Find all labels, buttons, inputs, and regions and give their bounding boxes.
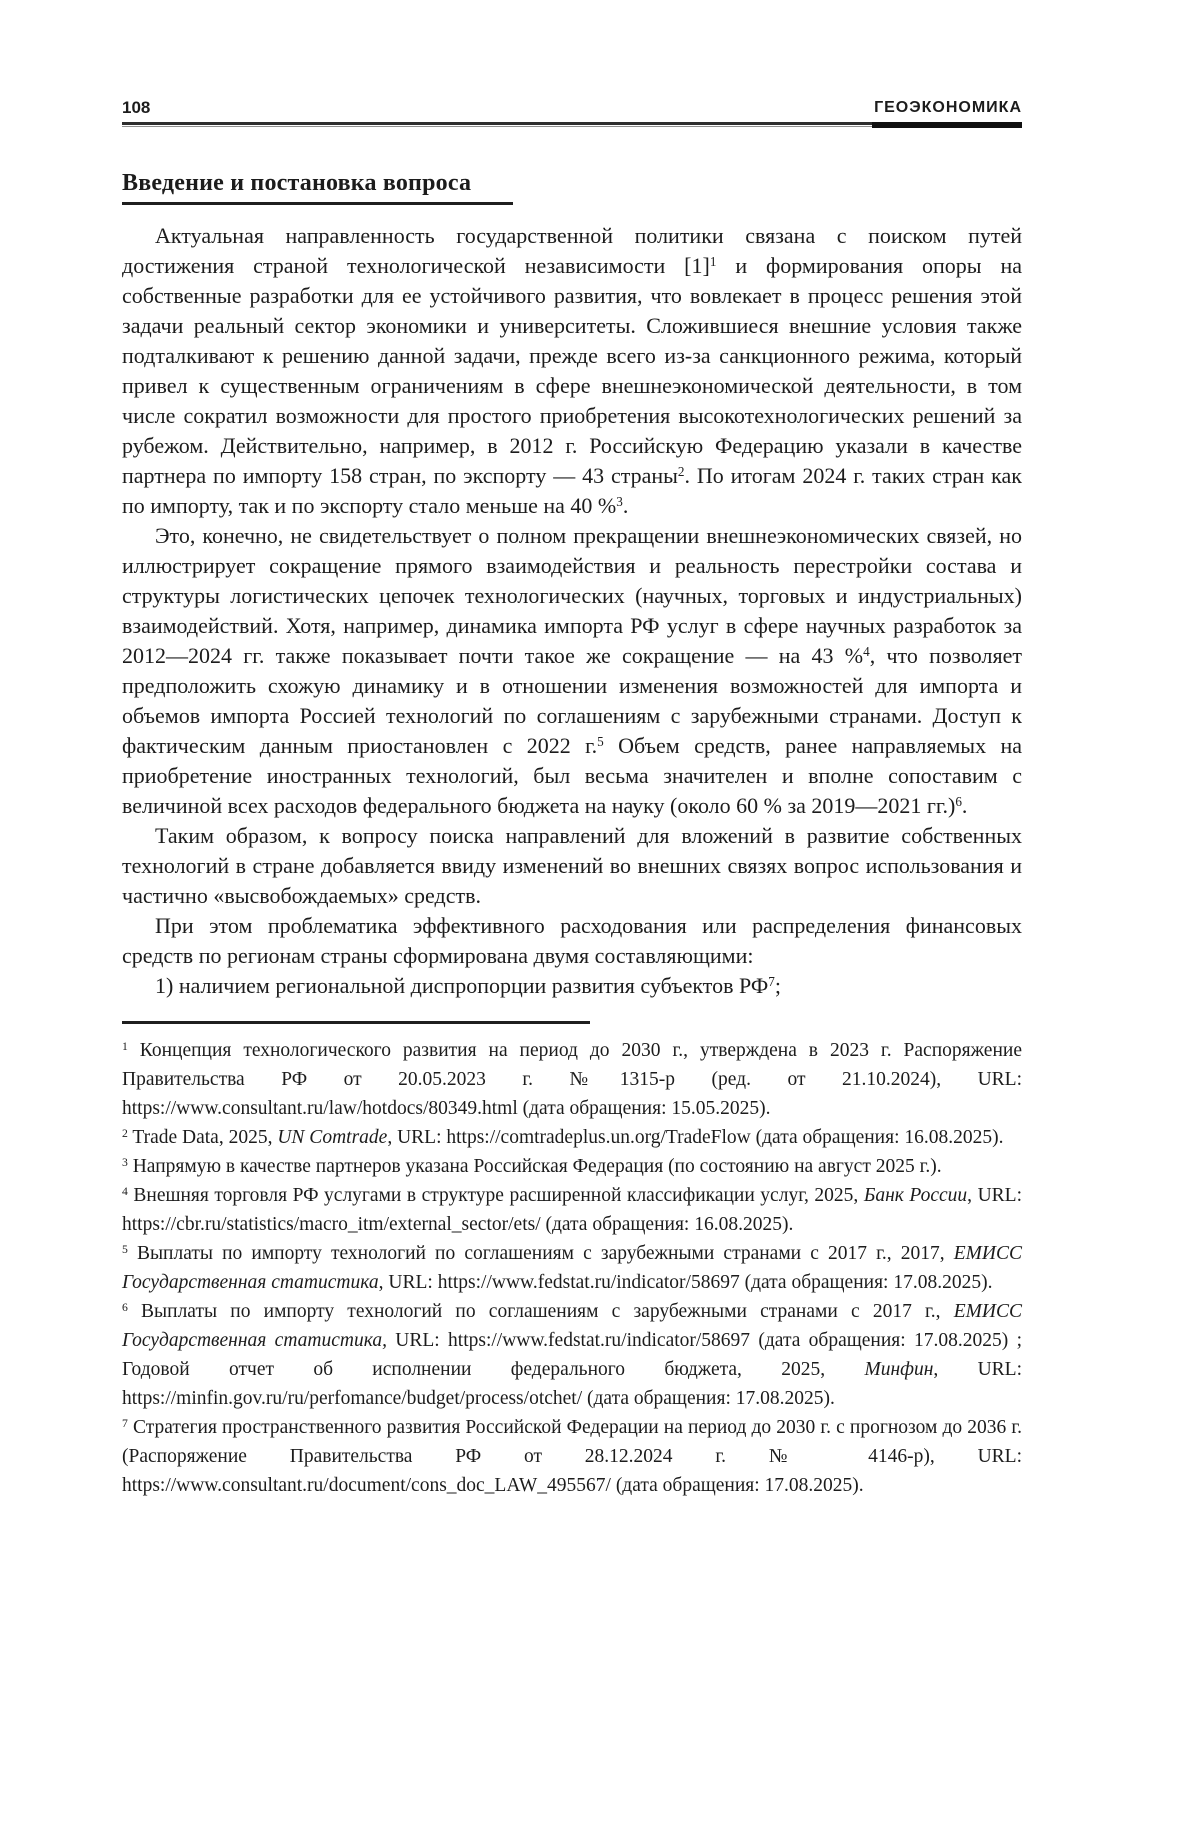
footnote-marker: 4 (122, 1184, 128, 1198)
running-head: ГЕОЭКОНОМИКА (874, 99, 1022, 116)
footnote-marker: 3 (122, 1155, 128, 1169)
footnote-marker: 7 (768, 973, 775, 989)
footnote-marker: 2 (122, 1126, 128, 1140)
italic-source-name: Минфин (864, 1359, 934, 1380)
footnote: $^5$ Выплаты по импорту технологий по соглашениям с зарубежными странами с 2017 г., 2017, ЕМИСС Государственная статистика, URL: https://www.fedstat.ru/indicator/58697 (дата обращения: 17.08.2025). (122, 1242, 1022, 1293)
footnotes-block (122, 1036, 1022, 1500)
footnote-marker: 3 (616, 493, 623, 509)
footnote-marker: 5 (597, 733, 604, 749)
body-paragraph: При этом проблематика эффективного расходования или распределения финансовых средств по регионам страны сформирована двумя составляющими: (122, 913, 1022, 968)
header-rule (122, 122, 1022, 128)
italic-source-name: ЕМИСС Государственная статистика (122, 1243, 1022, 1293)
body-paragraph: 1) наличием региональной диспропорции развития субъектов $РФ^7$; (155, 973, 781, 998)
header-rule-accent-bar (872, 122, 1022, 128)
italic-source-name: UN Comtrade (277, 1127, 388, 1148)
italic-source-name: ЕМИСС Государственная статистика, (122, 1301, 1022, 1351)
footnote: $^1$ Концепция технологического развития на период до 2030 г., утверждена в 2023 г. Распоряжение Правительства РФ от 20.05.2023 г. №1315-р (ред. от 21.10.2024), URL: https://www.consultant.ru/law/hotdocs/80349.html (дата обращения: 15.05.2025). (122, 1039, 1022, 1119)
page-number: 108 (122, 98, 151, 117)
footnote-marker: 6 (955, 793, 962, 809)
footnote: $^4$ Внешняя торговля РФ услугами в структуре расширенной классификации услуг, 2025, Банк России, URL: https://cbr.ru/statistics/macro_itm/external_sector/ets/ (дата обращения: 16.08.2025). (122, 1184, 1022, 1235)
footnote: $^7$ Стратегия пространственного развития Российской Федерации на период до 2030 г. с прогнозом до 2036 г. (Распоряжение Правительства РФ от 28.12.2024 г. № 4146-р), URL: https://www.consultant.ru/document/cons_doc_LAW_495567/ (дата обращения: 17.08.2025). (122, 1416, 1022, 1496)
footnote-marker: 6 (122, 1300, 128, 1314)
body-paragraph: Актуальная направленность государственной политики связана с поиском путей достижения страной технологической независимости $[1]^1$ и формирования опоры на собственные разработки для ее устойчивого развития, что вовлекает в процесс решения этой задачи реальный сектор экономики и университеты. Сложившиеся внешние условия также подталкивают к решению данной задачи, прежде всего из-за санкционного режима, который привел к существенным ограничениям в сфере внешнеэкономической деятельности, в том числе сократил возможности для простого приобретения высокотехнологических решений за рубежом. Действительно, например, в 2012 г. Российскую Федерацию указали в качестве партнера по импорту 158 стран, по экспорту — 43 страны$^2$. По итогам 2024 г. таких стран как по импорту, так и по экспорту стало меньше на 40 %$^3$. (122, 223, 1022, 518)
page-header (122, 0, 1022, 116)
footnote: $^6$ Выплаты по импорту технологий по соглашениям с зарубежными странами с 2017 г., ЕМИСС Государственная статистика, URL: https://www.fedstat.ru/indicator/58697 (дата обращения: 17.08.2025) ; Годовой отчет об исполнении федерального бюджета, 2025, Минфин, URL: https://minfin.gov.ru/ru/perfomance/budget/process/otchet/ (дата обращения: 17.08.2025). (122, 1300, 1023, 1409)
footnote-marker: 2 (677, 463, 685, 479)
italic-source-name: Банк России (863, 1185, 968, 1206)
body-paragraph: Это, конечно, не свидетельствует о полном прекращении внешнеэкономических связей, но иллюстрирует сокращение прямого взаимодействия и реальность перестройки состава и структуры логистических цепочек технологических (научных, торговых и индустриальных) взаимодействий. Хотя, например, динамика импорта РФ услуг в сфере научных разработок за 2012—2024 гг. также показывает почти такое же сокращение — на 43 %$^4$, что позволяет предположить схожую динамику и в отношении изменения возможностей для импорта и объемов импорта Россией технологий по соглашениям с зарубежными странами. Доступ к фактическим данным приостановлен с 2022 г.$^5$ Объем средств, ранее направляемых на приобретение иностранных технологий, был весьма значителен и вполне сопоставим с величиной всех расходов федерального бюджета на науку (около 60 % за 2019—2021 гг.)$^6$. (122, 523, 1022, 818)
footnote-marker: 4 (863, 643, 870, 659)
footnote: $^3$ Напрямую в качестве партнеров указана Российская Федерация (по состоянию на август 2025 г.). (122, 1155, 942, 1177)
footnote-marker: 7 (122, 1416, 128, 1430)
footnote: $^2$ Trade Data, 2025, UN Comtrade, URL: https://comtradeplus.un.org/TradeFlow (дата обращения: 16.08.2025). (122, 1126, 1004, 1148)
footnote-marker: 5 (122, 1242, 128, 1256)
footnote-marker: 1 (709, 253, 717, 269)
footnote-marker: 1 (122, 1039, 128, 1053)
body-paragraph: Таким образом, к вопросу поиска направлений для вложений в развитие собственных технологий в стране добавляется ввиду изменений во внешних связях вопрос использования и частично «высвобождаемых» средств. (122, 823, 1022, 908)
article-body (122, 221, 1022, 1001)
section-title: Введение и постановка вопроса (122, 170, 513, 205)
footnote-separator (122, 1021, 590, 1024)
